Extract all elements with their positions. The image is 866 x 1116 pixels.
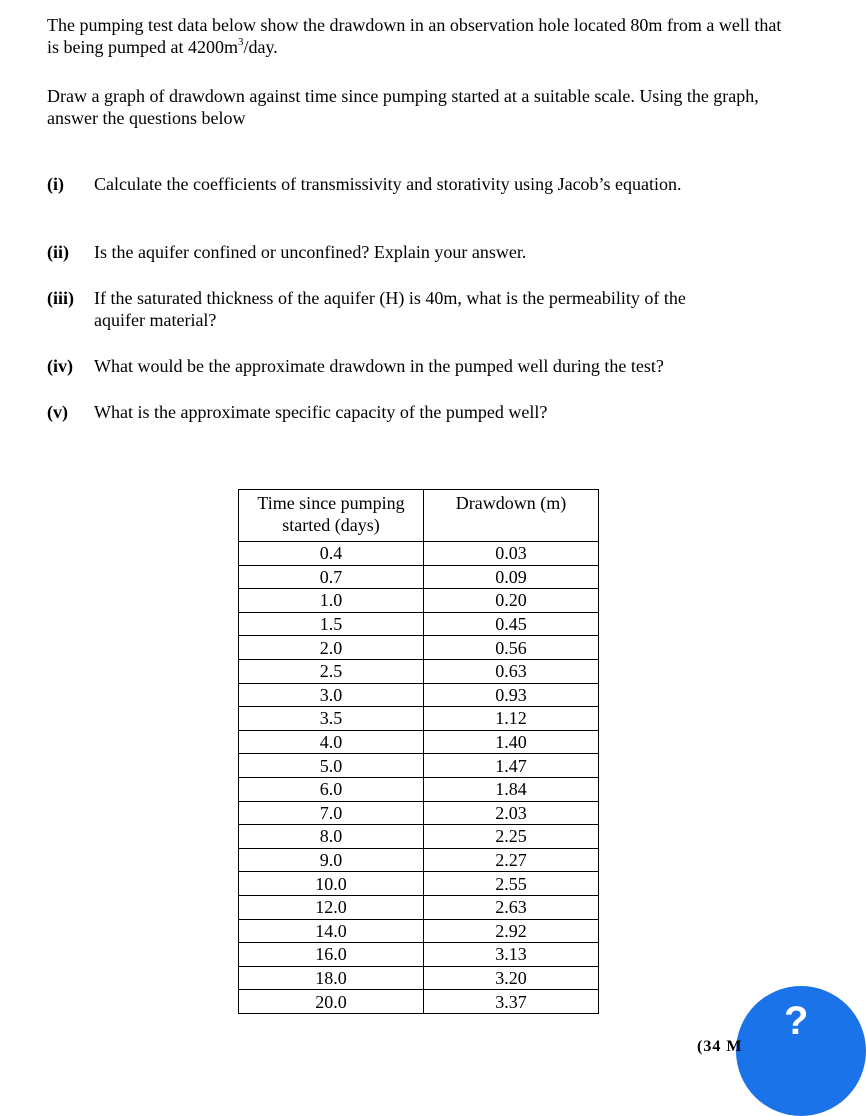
question-4-text: What would be the approximate drawdown in the pumped well during the test?	[94, 356, 664, 376]
question-1-number: (i)	[47, 174, 64, 194]
intro-text: The pumping test data below show the drawdown in an observation hole located 80m from a well that is being pumped at 4200m	[47, 15, 782, 57]
table-row	[239, 707, 599, 731]
time-cell: 8.0	[239, 825, 424, 849]
drawdown-cell: 0.09	[424, 565, 599, 589]
time-cell: 2.5	[239, 659, 424, 683]
drawdown-cell: 0.20	[424, 589, 599, 613]
table-row	[239, 589, 599, 613]
table-row	[239, 919, 599, 943]
time-cell: 10.0	[239, 872, 424, 896]
header-time: Time since pumping started (days)	[239, 490, 424, 542]
time-cell: 3.5	[239, 707, 424, 731]
question-5-number: (v)	[47, 402, 68, 422]
drawdown-cell: 3.20	[424, 966, 599, 990]
drawdown-cell: 0.03	[424, 542, 599, 566]
drawdown-cell: 2.63	[424, 895, 599, 919]
drawdown-cell: 3.37	[424, 990, 599, 1014]
time-cell: 14.0	[239, 919, 424, 943]
time-cell: 3.0	[239, 683, 424, 707]
time-cell: 1.5	[239, 612, 424, 636]
drawdown-cell: 1.12	[424, 707, 599, 731]
table-row	[239, 895, 599, 919]
time-cell: 0.7	[239, 565, 424, 589]
table-row	[239, 801, 599, 825]
table-row	[239, 848, 599, 872]
help-icon: ?	[784, 999, 809, 1043]
drawdown-cell: 1.84	[424, 777, 599, 801]
table-row	[239, 683, 599, 707]
drawdown-cell: 3.13	[424, 943, 599, 967]
table-body	[239, 542, 599, 1014]
drawdown-cell: 0.56	[424, 636, 599, 660]
drawdown-cell: 0.45	[424, 612, 599, 636]
table-row	[239, 966, 599, 990]
drawdown-cell: 0.93	[424, 683, 599, 707]
table-row	[239, 872, 599, 896]
pumping-test-table	[238, 489, 599, 1014]
question-1-text: Calculate the coefficients of transmissivity and storativity using Jacob’s equation.	[94, 174, 682, 194]
question-2-number: (ii)	[47, 242, 69, 262]
drawdown-cell: 2.92	[424, 919, 599, 943]
time-cell: 2.0	[239, 636, 424, 660]
table-row	[239, 943, 599, 967]
table-row	[239, 777, 599, 801]
time-cell: 4.0	[239, 730, 424, 754]
instruction-paragraph: Draw a graph of drawdown against time since pumping started at a suitable scale. Using the graph, answer the questions below	[47, 86, 759, 128]
drawdown-cell: 2.27	[424, 848, 599, 872]
table-row	[239, 730, 599, 754]
time-cell: 9.0	[239, 848, 424, 872]
table-row	[239, 636, 599, 660]
time-cell: 7.0	[239, 801, 424, 825]
time-cell: 16.0	[239, 943, 424, 967]
table-row	[239, 542, 599, 566]
table-row	[239, 990, 599, 1014]
question-3-number: (iii)	[47, 288, 74, 308]
marks-label: (34 M	[697, 1038, 743, 1055]
drawdown-cell: 1.40	[424, 730, 599, 754]
time-cell: 18.0	[239, 966, 424, 990]
header-drawdown: Drawdown (m)	[424, 490, 599, 542]
question-3-text: If the saturated thickness of the aquifer (H) is 40m, what is the permeability of the aquifer material?	[94, 288, 686, 330]
drawdown-cell: 1.47	[424, 754, 599, 778]
intro-paragraph	[47, 14, 787, 58]
time-cell: 6.0	[239, 777, 424, 801]
question-4-number: (iv)	[47, 356, 73, 376]
drawdown-cell: 2.55	[424, 872, 599, 896]
table-row	[239, 565, 599, 589]
drawdown-cell: 0.63	[424, 659, 599, 683]
table-header-row	[239, 490, 599, 542]
table-row	[239, 825, 599, 849]
table-row	[239, 754, 599, 778]
time-cell: 0.4	[239, 542, 424, 566]
intro-unit: /day.	[243, 37, 278, 57]
superscript-three: 3	[237, 36, 244, 48]
table-row	[239, 659, 599, 683]
time-cell: 20.0	[239, 990, 424, 1014]
table-row	[239, 612, 599, 636]
time-cell: 5.0	[239, 754, 424, 778]
time-cell: 12.0	[239, 895, 424, 919]
question-2-text: Is the aquifer confined or unconfined? Explain your answer.	[94, 242, 527, 262]
question-5-text: What is the approximate specific capacity of the pumped well?	[94, 402, 548, 422]
time-cell: 1.0	[239, 589, 424, 613]
drawdown-cell: 2.03	[424, 801, 599, 825]
drawdown-cell: 2.25	[424, 825, 599, 849]
